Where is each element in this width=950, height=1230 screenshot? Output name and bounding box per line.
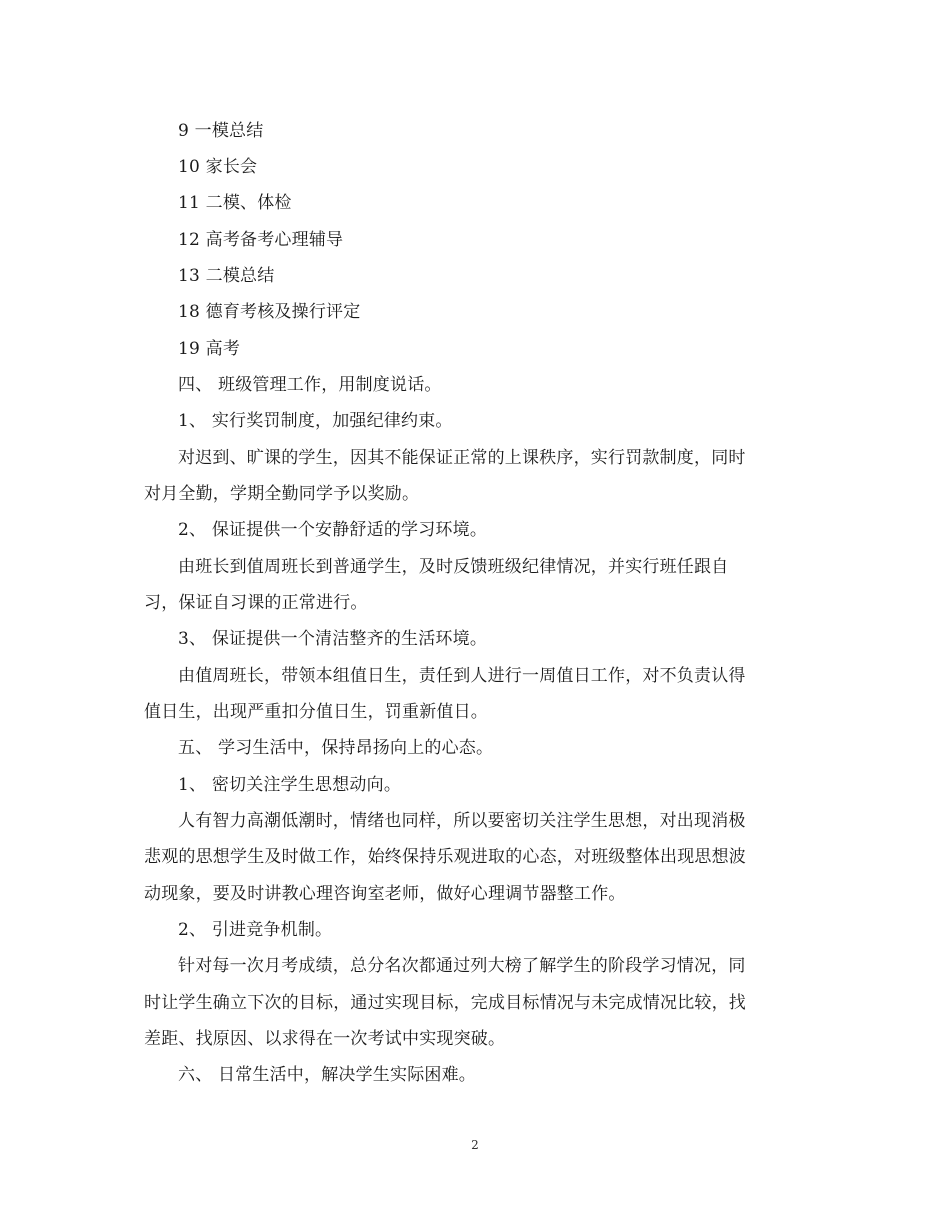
schedule-item-13: 13 二模总结 — [178, 266, 275, 286]
subheading-4-3: 3、 保证提供一个清洁整齐的生活环境。 — [178, 629, 488, 649]
paragraph-line: 对迟到、旷课的学生，因其不能保证正常的上课秩序，实行罚款制度，同时 — [178, 448, 746, 468]
paragraph-line: 人有智力高潮低潮时，情绪也同样，所以要密切关注学生思想，对出现消极 — [178, 811, 746, 831]
section-heading-6: 六、 日常生活中，解决学生实际困难。 — [178, 1065, 477, 1085]
paragraph-line: 时让学生确立下次的目标，通过实现目标，完成目标情况与未完成情况比较，找 — [144, 993, 746, 1013]
schedule-item-9: 9 一模总结 — [178, 121, 264, 141]
paragraph-line: 习，保证自习课的正常进行。 — [144, 593, 368, 613]
subheading-5-2: 2、 引进竞争机制。 — [178, 920, 333, 940]
schedule-item-18: 18 德育考核及操行评定 — [178, 302, 361, 322]
paragraph-line: 对月全勤，学期全勤同学予以奖励。 — [144, 484, 420, 504]
paragraph-line: 由班长到值周班长到普通学生，及时反馈班级纪律情况，并实行班任跟自 — [178, 557, 729, 577]
page-number: 2 — [471, 1138, 479, 1152]
subheading-5-1: 1、 密切关注学生思想动向。 — [178, 775, 402, 795]
paragraph-line: 值日生，出现严重扣分值日生，罚重新值日。 — [144, 702, 488, 722]
paragraph-line: 由值周班长，带领本组值日生，责任到人进行一周值日工作，对不负责认得 — [178, 666, 746, 686]
subheading-4-2: 2、 保证提供一个安静舒适的学习环境。 — [178, 520, 488, 540]
paragraph-line: 动现象，要及时讲教心理咨询室老师，做好心理调节器整工作。 — [144, 884, 626, 904]
section-heading-5: 五、 学习生活中，保持昂扬向上的心态。 — [178, 738, 494, 758]
paragraph-line: 悲观的思想学生及时做工作，始终保持乐观进取的心态，对班级整体出现思想波 — [144, 847, 746, 867]
schedule-item-10: 10 家长会 — [178, 157, 258, 177]
section-heading-4: 四、 班级管理工作，用制度说话。 — [178, 375, 442, 395]
schedule-item-11: 11 二模、体检 — [178, 193, 292, 213]
subheading-4-1: 1、 实行奖罚制度，加强纪律约束。 — [178, 411, 453, 431]
schedule-item-12: 12 高考备考心理辅导 — [178, 230, 344, 250]
schedule-item-19: 19 高考 — [178, 339, 241, 359]
paragraph-line: 差距、找原因、以求得在一次考试中实现突破。 — [144, 1029, 506, 1049]
paragraph-line: 针对每一次月考成绩，总分名次都通过列大榜了解学生的阶段学习情况，同 — [178, 956, 746, 976]
